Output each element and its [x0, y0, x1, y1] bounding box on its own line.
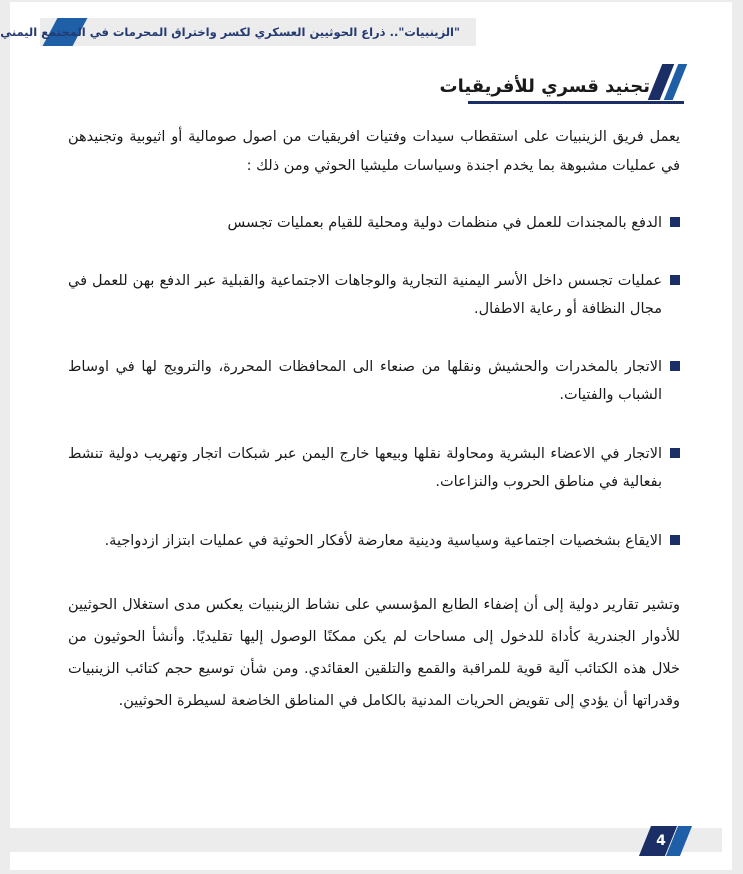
bullet-square-icon	[670, 361, 680, 371]
section-underline	[468, 101, 684, 104]
bullet-square-icon	[670, 448, 680, 458]
bullet-square-icon	[670, 217, 680, 227]
section-title: تجنيد قسري للأفريقيات	[439, 76, 650, 97]
bullet-text: عمليات تجسس داخل الأسر اليمنية التجارية والوجاهات الاجتماعية والقبلية عبر الدفع بهن للعمل في مجال النظافة أو رعاية الاطفال.	[68, 273, 662, 317]
bullet-text: الايقاع بشخصيات اجتماعية وسياسية ودينية معارضة لأفكار الحوثية في عمليات ابتزاز ازدواجية.	[104, 533, 662, 549]
bullet-square-icon	[670, 535, 680, 545]
bullet-square-icon	[670, 275, 680, 285]
closing-paragraph: وتشير تقارير دولية إلى أن إضفاء الطابع المؤسسي على نشاط الزينبيات يعكس مدى استغلال الحوثيين للأدوار الجندرية كأداة للدخول إلى مساحات لم يكن ممكنًا الوصول إليها تقليديًا. وأنشأ الحوثيون من خلال هذه الكتائب آلية قوية للمراقبة والقمع والتلقين العقائدي. ومن شأن توسيع حجم كتائب الزينبيات وقدراتها أن يؤدي إلى تقويض الحريات المدنية بالكامل في المناطق الخاضعة لسيطرة الحوثيين.	[68, 597, 680, 709]
page-number: 4	[656, 833, 666, 849]
bullet-item	[68, 440, 680, 496]
bullet-text: الاتجار بالمخدرات والحشيش ونقلها من صنعاء الى المحافظات المحررة، والترويج لها في اوساط الشباب والفتيات.	[68, 359, 662, 403]
intro-paragraph: يعمل فريق الزينبيات على استقطاب سيدات وفتيات افريقيات من اصول صومالية أو اثيوبية وتجنيدهن في عمليات مشبوهة بما يخدم اجندة وسياسات مليشيا الحوثي ومن ذلك :	[68, 129, 680, 174]
footer-banner	[8, 828, 722, 852]
bullet-text: الدفع بالمجندات للعمل في منظمات دولية ومحلية للقيام بعمليات تجسس	[227, 215, 662, 231]
bullet-item	[68, 353, 680, 409]
header-title: "الزينبيات".. ذراع الحوثيين العسكري لكسر واختراق المحرمات في المجتمع اليمني	[0, 25, 460, 39]
bullet-item	[68, 209, 680, 237]
bullet-item	[68, 527, 680, 555]
bullet-item	[68, 267, 680, 323]
bullet-text: الاتجار في الاعضاء البشرية ومحاولة نقلها وبيعها خارج اليمن عبر شبكات اتجار وتهريب دولية تنشط بفعالية في مناطق الحروب والنزاعات.	[68, 446, 662, 490]
